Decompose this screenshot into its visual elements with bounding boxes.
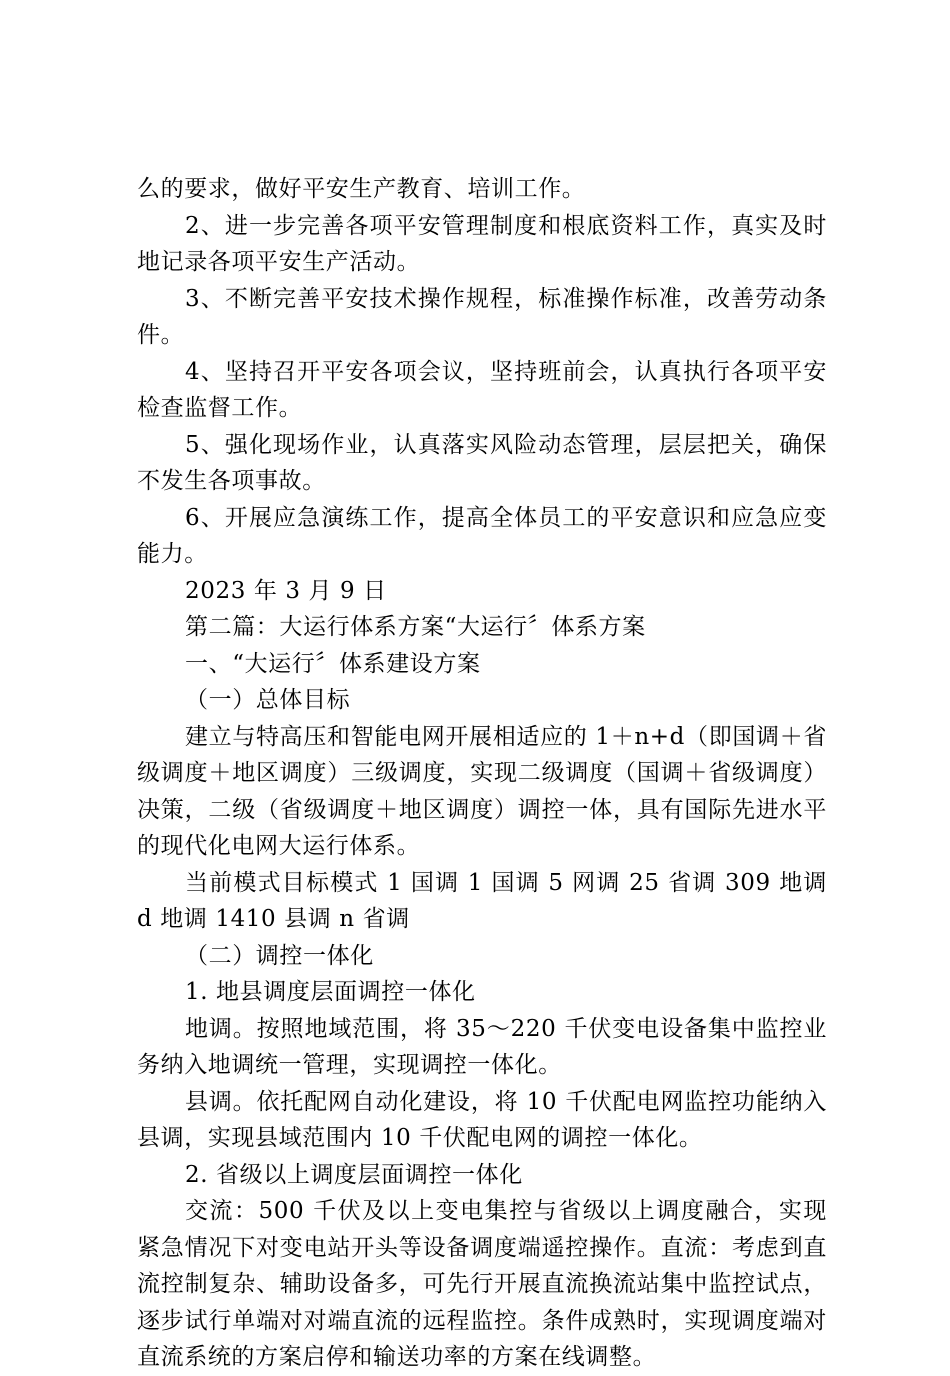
paragraph: 3、不断完善平安技术操作规程，标准操作标准，改善劳动条件。 [137, 285, 827, 348]
paragraph: 建立与特高压和智能电网开展相适应的 1＋n+d（即国调＋省级调度＋地区调度）三级调度，实现二级调度（国调＋省级调度）决策，二级（省级调度＋地区调度）调控一体，具有国际先进水平的现代化电网大运行体系。 [137, 723, 827, 859]
heading-level-2: （二）调控一体化 [185, 942, 374, 969]
heading-level-3: 2. 省级以上调度层面调控一体化 [185, 1161, 523, 1188]
paragraph: 5、强化现场作业，认真落实风险动态管理，层层把关，确保不发生各项事故。 [137, 431, 827, 494]
paragraph: 县调。依托配网自动化建设，将 10 千伏配电网监控功能纳入县调，实现县域范围内 10 千伏配电网的调控一体化。 [137, 1088, 827, 1151]
document-body [137, 171, 827, 1376]
section-title: 第二篇：大运行体系方案“大运行〞体系方案 [185, 614, 646, 640]
date-line: 2023 年 3 月 9 日 [185, 577, 387, 604]
heading-level-2: （一）总体目标 [185, 687, 351, 713]
paragraph: 2、进一步完善各项平安管理制度和根底资料工作，真实及时地记录各项平安生产活动。 [137, 212, 827, 275]
heading-level-1: 一、“大运行〞体系建设方案 [185, 650, 481, 677]
paragraph: 交流：500 千伏及以上变电集控与省级以上调度融合，实现紧急情况下对变电站开头等设备调度端遥控操作。直流：考虑到直流控制复杂、辅助设备多，可先行开展直流换流站集中监控试点，逐步试行单端对对端直流的远程监控。条件成熟时，实现调度端对直流系统的方案启停和输送功率的方案在线调整。 [137, 1198, 827, 1370]
heading-level-3: 1. 地县调度层面调控一体化 [185, 979, 476, 1005]
paragraph: 当前模式目标模式 1 国调 1 国调 5 网调 25 省调 309 地调 d 地调 1410 县调 n 省调 [137, 869, 827, 932]
paragraph: 地调。按照地域范围，将 35～220 千伏变电设备集中监控业务纳入地调统一管理，实现调控一体化。 [137, 1015, 827, 1078]
paragraph: 么的要求，做好平安生产教育、培训工作。 [137, 176, 586, 202]
paragraph: 6、开展应急演练工作，提高全体员工的平安意识和应急应变能力。 [137, 504, 827, 567]
paragraph: 4、坚持召开平安各项会议，坚持班前会，认真执行各项平安检查监督工作。 [137, 358, 827, 421]
